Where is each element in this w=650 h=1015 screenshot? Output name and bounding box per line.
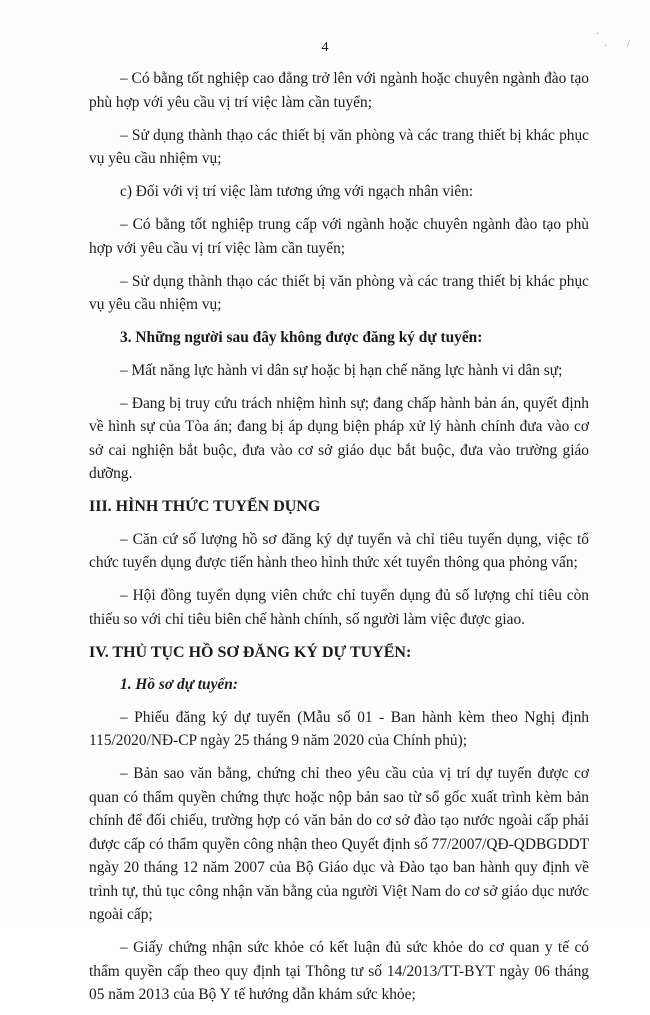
scan-speck: / (627, 39, 630, 50)
requirement-bullet: – Sử dụng thành thạo các thiết bị văn phòng và các trang thiết bị khác phục vụ yêu cầu nhiệm vụ; (89, 272, 589, 313)
dossier-bullet: – Giấy chứng nhận sức khỏe có kết luận đủ sức khỏe do cơ quan y tế có thẩm quyền cấp theo quy định tại Thông tư số 14/2013/TT-BYT ngày 06 tháng 05 năm 2013 của Bộ Y tế hướng dẫn khám sức khỏe; (89, 939, 589, 1003)
scan-speck: · (596, 29, 600, 40)
requirement-bullet: – Có bằng tốt nghiệp trung cấp với ngành hoặc chuyên ngành đào tạo phù hợp với yêu cầu vị trí việc làm cần tuyển; (89, 216, 589, 257)
subsection-heading: 1. Hồ sơ dự tuyển: (120, 676, 238, 693)
document-body (89, 67, 589, 1015)
recruitment-bullet: – Hội đồng tuyển dụng viên chức chỉ tuyển dụng đủ số lượng chỉ tiêu còn thiếu so với chỉ tiêu biên chế hành chính, số người làm việc được giao. (89, 587, 589, 628)
requirement-bullet: – Có bằng tốt nghiệp cao đẳng trở lên với ngành hoặc chuyên ngành đào tạo phù hợp với yêu cầu vị trí việc làm cần tuyển; (89, 70, 589, 111)
dossier-bullet: – Bản sao văn bằng, chứng chỉ theo yêu cầu của vị trí dự tuyển được cơ quan có thẩm quyền chứng thực hoặc nộp bản sao từ sổ gốc xuất trình kèm bản chính để đối chiếu, trường hợp có văn bản do cơ sở đào tạo nước ngoài cấp phải được cấp có thẩm quyền công nhận theo Quyết định số 77/2007/QĐ-QDBGDDT ngày 20 tháng 12 năm 2007 của Bộ Giáo dục và Đào tạo ban hành quy định về trình tự, thủ tục công nhận văn bằng của người Việt Nam do cơ sở giáo dục nước ngoài cấp; (89, 765, 589, 923)
requirement-bullet: – Sử dụng thành thạo các thiết bị văn phòng và các trang thiết bị khác phục vụ yêu cầu nhiệm vụ; (89, 126, 589, 167)
chapter-heading: III. HÌNH THỨC TUYỂN DỤNG (89, 498, 321, 515)
chapter-heading: IV. THỦ TỤC HỒ SƠ ĐĂNG KÝ DỰ TUYỂN: (89, 643, 412, 661)
dossier-bullet: – Phiếu đăng ký dự tuyển (Mẫu số 01 - Ban hành kèm theo Nghị định 115/2020/NĐ-CP ngày 25 tháng 9 năm 2020 của Chính phủ); (89, 708, 589, 749)
section-heading: 3. Những người sau đây không được đăng ký dự tuyển: (120, 329, 483, 346)
scan-speck: · (604, 41, 608, 52)
exclusion-bullet: – Mất năng lực hành vi dân sự hoặc bị hạn chế năng lực hành vi dân sự; (120, 361, 563, 379)
subsection-heading: c) Đối với vị trí việc làm tương ứng với ngạch nhân viên: (120, 183, 474, 200)
exclusion-bullet: – Đang bị truy cứu trách nhiệm hình sự; đang chấp hành bản án, quyết định về hình sự của Tòa án; đang bị áp dụng biện pháp xử lý hành chính đưa vào cơ sở cai nghiện bắt buộc, đưa vào cơ sở giáo dục bắt buộc, đưa vào trường giáo dưỡng. (89, 394, 589, 482)
page-number: 4 (321, 40, 329, 55)
recruitment-bullet: – Căn cứ số lượng hồ sơ đăng ký dự tuyển và chỉ tiêu tuyển dụng, việc tổ chức tuyển dụng được tiến hành theo hình thức xét tuyển thông qua phỏng vấn; (89, 530, 589, 571)
